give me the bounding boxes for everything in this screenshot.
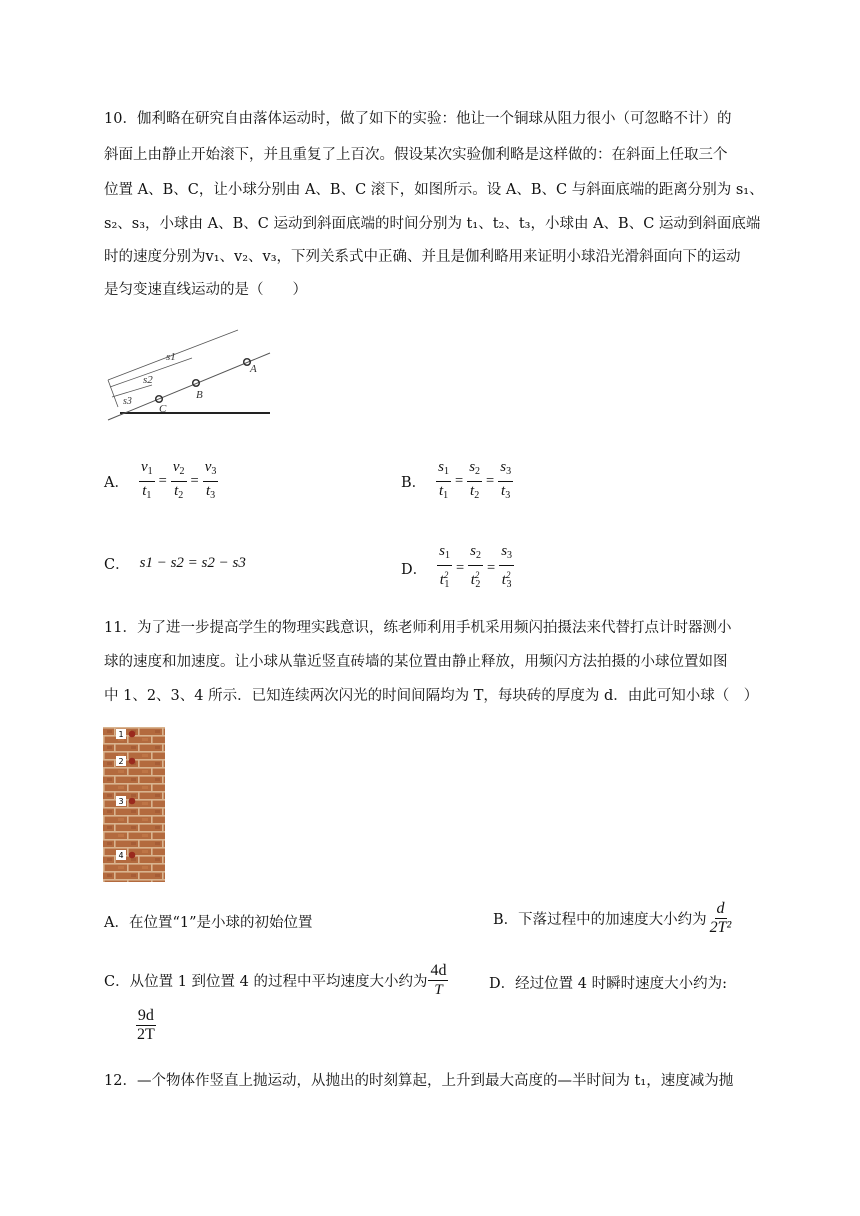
q10-line-6: 是匀变速直线运动的是（ ） <box>104 282 307 298</box>
q11-option-d-fraction <box>134 1007 158 1044</box>
d-numerator: 9d <box>137 1007 154 1024</box>
ball-position-1 <box>129 731 136 738</box>
b-numerator: d <box>716 900 725 917</box>
label-s1: s1 <box>166 351 176 363</box>
q10-option-d: D． $\frac{s_1}{t^2_1}$ = $\frac{s_2}{t^2_2}$ = $\frac{s_3}{t^2_3}$ <box>401 543 513 590</box>
ball-position-2 <box>129 758 136 765</box>
b-denominator: 2T² <box>709 919 732 936</box>
q10-line-1: 10．伽利略在研究自由落体运动时，做了如下的实验：他让一个铜球从阻力很小（可忽略不计）的 <box>104 111 732 127</box>
q10-line-3: 位置 A、B、C，让小球分别由 A、B、C 滚下，如图所示。设 A、B、C 与斜面底端的距离分别为 s₁、 <box>104 182 764 198</box>
brick-wall-photo <box>103 727 165 882</box>
d-denominator: 2T <box>137 1026 155 1043</box>
q11-option-a: A．在位置“1”是小球的初始位置 <box>104 915 313 931</box>
photo-label-1: 1 <box>118 730 124 739</box>
label-b: B <box>196 389 203 401</box>
brick-wall <box>103 727 165 882</box>
q11-line-3: 中 1、2、3、4 所示．已知连续两次闪光的时间间隔均为 T，每块砖的厚度为 d．由此可知小球（ ） <box>104 688 759 704</box>
label-s2: s2 <box>143 374 153 386</box>
q10-option-c: C． s1 − s2 = s2 − s3 <box>104 555 246 573</box>
label-c: C <box>159 403 167 415</box>
incline-figure <box>100 325 275 425</box>
q11-option-c: C．从位置 1 到位置 4 的过程中平均速度大小约为 $\frac{4d}{T}$ <box>104 962 447 998</box>
ball-position-3 <box>129 798 136 805</box>
q11-option-b: B．下落过程中的加速度大小约为 $\frac{d}{\text{2T²}}$ <box>493 900 732 936</box>
q12-line-1: 12．—个物体作竖直上抛运动，从抛出的时刻算起，上升到最大高度的—半时间为 t₁，速度减为抛 <box>104 1073 734 1089</box>
q11-line-1: 11．为了进一步提高学生的物理实践意识，练老师利用手机采用频闪拍摄法来代替打点计时器测小 <box>104 620 732 636</box>
photo-label-3: 3 <box>118 797 124 806</box>
q11-line-2: 球的速度和加速度。让小球从靠近竖直砖墙的某位置由静止释放，用频闪方法拍摄的小球位置如图 <box>104 654 728 670</box>
photo-label-4: 4 <box>118 851 124 860</box>
q10-line-2: 斜面上由静止开始滚下，并且重复了上百次。假设某次实验伽利略是这样做的：在斜面上任取三个 <box>104 147 728 163</box>
label-s3: s3 <box>123 396 132 407</box>
q10-option-b: B． $\frac{s_1}{t_1}$ = $\frac{s_2}{t_2}$ = $\frac{s_3}{t_3}$ <box>401 459 512 501</box>
c-numerator: 4d <box>430 962 447 979</box>
q11-option-d: D．经过位置 4 时瞬时速度大小约为: <box>489 976 727 992</box>
option-c-expression: s1 − s2 = s2 − s3 <box>139 555 246 571</box>
q10-line-5: 时的速度分别为v₁、v₂、v₃，下列关系式中正确、并且是伽利略用来证明小球沿光滑斜面向下的运动 <box>104 249 741 265</box>
photo-label-2: 2 <box>118 757 124 766</box>
q10-option-a: A． $\frac{v_1}{t_1}$ = $\frac{v_2}{t_2}$ = $\frac{v_3}{t_3}$ <box>104 459 217 501</box>
ball-position-4 <box>129 852 136 859</box>
q10-line-4: s₂、s₃，小球由 A、B、C 运动到斜面底端的时间分别为 t₁、t₂、t₃，小球由 A、B、C 运动到斜面底端 <box>104 216 761 232</box>
label-a: A <box>250 363 257 375</box>
incline-surface <box>108 353 270 420</box>
c-denominator: T <box>434 982 443 998</box>
